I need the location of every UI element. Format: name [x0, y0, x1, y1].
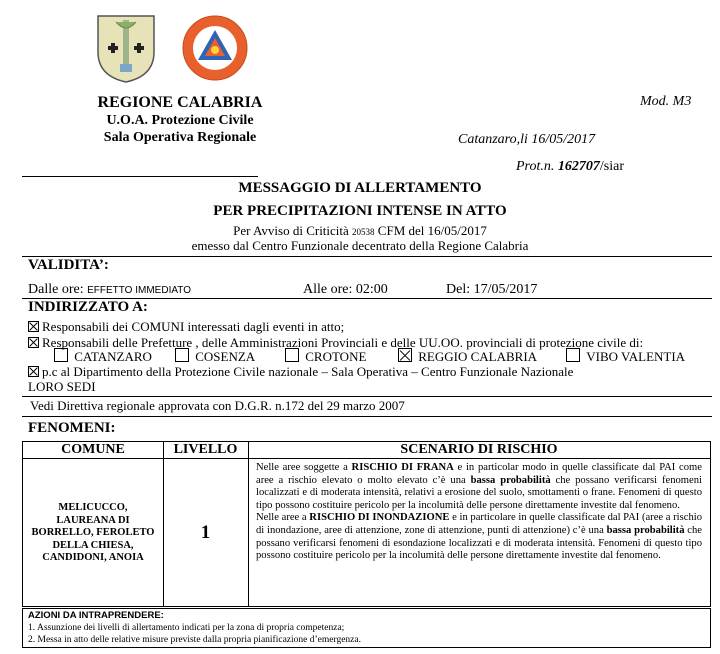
title-avviso-date: CFM del 16/05/2017 — [377, 223, 487, 238]
recipient-dipartimento-label: p.c al Dipartimento della Protezione Civile nazionale – Sala Operativa – Centro Funzionale Nazionale — [42, 364, 574, 379]
org-unit: U.O.A. Protezione Civile — [106, 113, 254, 128]
checkbox-reggio-calabria[interactable] — [398, 348, 412, 362]
scenario-frana — [256, 462, 702, 512]
protocol-number — [516, 159, 624, 175]
message-title-line1: MESSAGGIO DI ALLERTAMENTO — [238, 180, 482, 196]
frana-bold-1: RISCHIO DI FRANA — [351, 462, 454, 473]
scenario-table — [22, 441, 711, 607]
frana-text-1: Nelle aree soggette a — [256, 462, 352, 473]
frana-text-2: e in particolar modo in quelle classificate dal PAI come aree a rischio elevato o molto elevato c’è una — [256, 462, 702, 486]
table-header-divider — [23, 458, 710, 459]
recipient-comuni-label: Responsabili dei COMUNI interessati dagli eventi in atto; — [42, 319, 345, 334]
checkbox-cosenza[interactable] — [175, 348, 189, 362]
validita-from-label: Dalle ore: — [28, 282, 84, 297]
inondazione-bold-2: bassa probabilità — [606, 524, 685, 536]
recipient-dipartimento — [28, 364, 573, 380]
recipient-prefetture-label: Responsabili delle Prefetture , delle Amministrazioni Provinciali e delle UU.OO. provinciali di protezione civile di: — [42, 335, 644, 350]
org-room: Sala Operativa Regionale — [103, 130, 257, 145]
message-title-line3 — [160, 223, 560, 239]
validita-from-value: EFFETTO IMMEDIATO — [87, 285, 191, 296]
province-crotone — [285, 348, 366, 365]
actions-heading: AZIONI DA INTRAPRENDERE: — [28, 610, 164, 621]
province-vibo-valentia — [566, 348, 685, 365]
regione-calabria-crest-icon — [94, 12, 158, 84]
fenomeni-heading: FENOMENI: — [28, 420, 116, 436]
cell-scenario — [256, 462, 702, 563]
directive-top-border — [22, 396, 712, 397]
actions-box — [22, 608, 711, 648]
col-header-scenario: SCENARIO DI RISCHIO — [400, 442, 558, 457]
cell-livello: 1 — [200, 522, 211, 543]
directive-text: Vedi Direttiva regionale approvata con D.G.R. n.172 del 29 marzo 2007 — [30, 398, 405, 413]
checkbox-prefetture[interactable] — [28, 337, 39, 348]
checkbox-crotone[interactable] — [285, 348, 299, 362]
checkbox-vibo-valentia[interactable] — [566, 348, 580, 362]
header-divider — [22, 176, 258, 177]
action-item-1: 1. Assunzione dei livelli di allertamento indicati per la zona di propria competenza; — [28, 623, 345, 633]
org-name: REGIONE CALABRIA — [97, 94, 263, 111]
model-code: Mod. M3 — [640, 94, 692, 109]
province-reggio-label: REGGIO CALABRIA — [418, 349, 538, 364]
recipients-heading: INDIRIZZATO A: — [28, 299, 148, 315]
inondazione-bold-1: RISCHIO DI INONDAZIONE — [309, 512, 450, 524]
validita-until-time: Alle ore: 02:00 — [303, 282, 388, 297]
action-item-2: 2. Messa in atto delle relative misure previste dalla propria pianificazione d’emergenza. — [28, 635, 361, 645]
checkbox-catanzaro[interactable] — [54, 348, 68, 362]
province-crotone-label: CROTONE — [305, 349, 367, 364]
scenario-inondazione — [256, 512, 702, 562]
protocol-suffix: /siar — [599, 159, 624, 174]
frana-text-3: che possano verificarsi fenomeni localizzati e di moderata intensità, relativi a erosione del suolo, smottamenti o frane. Fenomeni di questo tipo possono costituire pericolo per la incolumità delle persone direttamente investite dal fenomeno. — [256, 474, 702, 511]
province-catanzaro — [54, 348, 152, 365]
table-col-divider-2 — [248, 442, 249, 606]
province-cosenza-label: COSENZA — [195, 349, 256, 364]
checkbox-dipartimento[interactable] — [28, 366, 39, 377]
inondazione-text-1: Nelle aree a — [256, 512, 310, 524]
validita-from — [28, 282, 191, 298]
protocol-value: 162707 — [557, 159, 600, 174]
directive-bottom-border — [22, 416, 712, 417]
message-title-line2: PER PRECIPITAZIONI INTENSE IN ATTO — [213, 203, 507, 219]
col-header-livello: LIVELLO — [173, 442, 238, 457]
recipient-comuni — [28, 319, 344, 335]
cell-comuni: MELICUCCO, LAUREANA DI BORRELLO, FEROLETO DELLA CHIESA, CANDIDONI, ANOIA — [31, 502, 155, 563]
province-vibo-label: VIBO VALENTIA — [586, 349, 686, 364]
province-reggio-calabria — [398, 348, 537, 365]
checkbox-comuni[interactable] — [28, 321, 39, 332]
validita-until-date: Del: 17/05/2017 — [446, 282, 538, 297]
col-header-comune: COMUNE — [61, 442, 125, 457]
validita-top-border — [22, 256, 712, 257]
frana-bold-2: bassa probabilità — [470, 474, 551, 486]
protocol-prefix: Prot.n. — [516, 159, 555, 174]
loro-sedi: LORO SEDI — [28, 379, 96, 394]
inondazione-text-3: che possano verificarsi fenomeni di esondazione localizzati e di moderata intensità. Fenomeni di questo tipo possono costituire pericolo per la incolumità delle persone direttamente investite dal fenomeno. — [256, 524, 702, 562]
protezione-civile-logo-icon — [181, 14, 249, 82]
province-cosenza — [175, 348, 255, 365]
province-catanzaro-label: CATANZARO — [74, 349, 152, 364]
message-title-line4: emesso dal Centro Funzionale decentrato della Regione Calabria — [191, 238, 529, 253]
title-avviso-label: Per Avviso di Criticità — [233, 223, 349, 238]
title-avviso-number: 20538 — [352, 227, 375, 237]
inondazione-text-2: e in particolare in quelle classificate dal PAI (aree a rischio di inondazione, aree di attenzione, zone di attenzione, punti di attenzione) c’è una — [256, 512, 702, 536]
validita-heading: VALIDITA’: — [28, 257, 109, 273]
place-date: Catanzaro,li 16/05/2017 — [458, 132, 596, 147]
